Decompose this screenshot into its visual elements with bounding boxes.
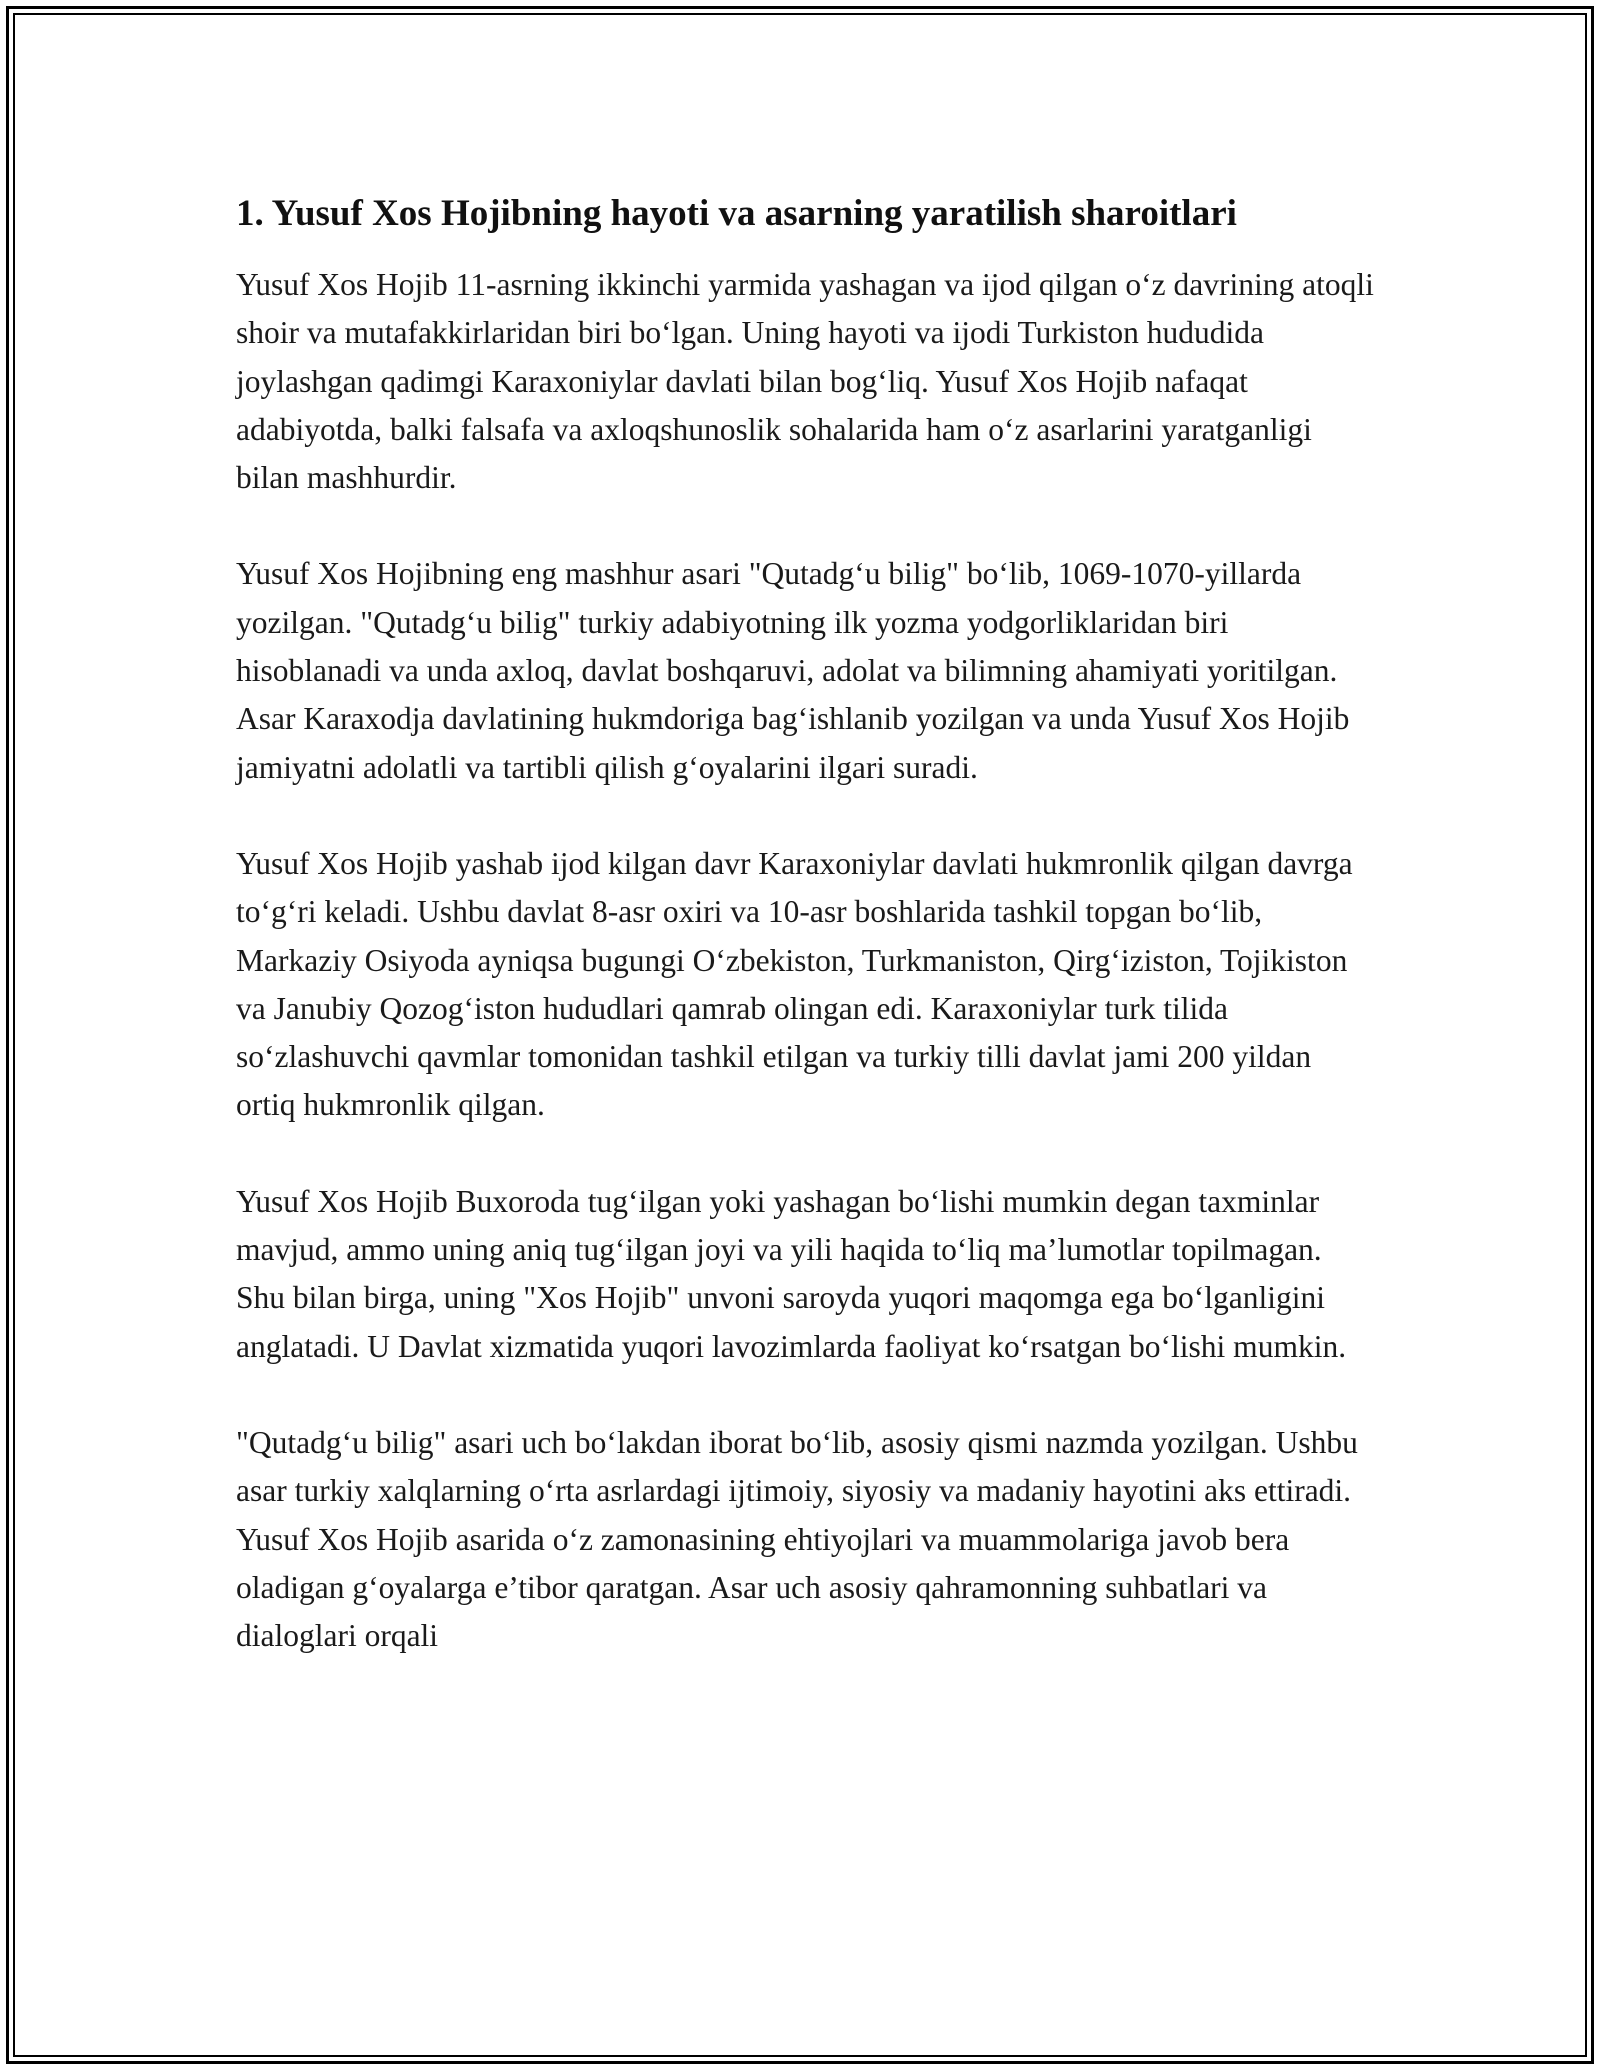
section-heading: 1. Yusuf Xos Hojibning hayoti va asarning yaratilish sharoitlari: [236, 193, 1237, 234]
paragraph-5: "Qutadg‘u bilig" asari uch bo‘lakdan iborat bo‘lib, asosiy qismi nazmda yozilgan. Ushbu asar turkiy xalqlarning o‘rta asrlardagi ijtimoiy, siyosiy va madaniy hayotini aks ettiradi. Yusuf Xos Hojib asarida o‘z zamonasining ehtiyojlari va muammolariga javob bera oladigan g‘oyalarga e’tibor qaratgan. Asar uch asosiy qahramonning suhbatlari va dialoglari orqali: [236, 1424, 1358, 1654]
paragraph-2: Yusuf Xos Hojibning eng mashhur asari "Qutadg‘u bilig" bo‘lib, 1069-1070-yillarda yozilgan. "Qutadg‘u bilig" turkiy adabiyotning ilk yozma yodgorliklaridan biri hisoblanadi va unda axloq, davlat boshqaruvi, adolat va bilimning ahamiyati yoritilgan. Asar Karaxodja davlatining hukmdoriga bag‘ishlanib yozilgan va unda Yusuf Xos Hojib jamiyatni adolatli va tartibli qilish g‘oyalarini ilgari suradi.: [236, 556, 1350, 785]
paragraph-3: Yusuf Xos Hojib yashab ijod kilgan davr Karaxoniylar davlati hukmronlik qilgan davrga to‘g‘ri keladi. Ushbu davlat 8-asr oxiri va 10-asr boshlarida tashkil topgan bo‘lib, Markaziy Osiyoda ayniqsa bugungi O‘zbekiston, Turkmaniston, Qirg‘iziston, Tojikiston va Janubiy Qozog‘iston hududlari qamrab olingan edi. Karaxoniylar turk tilida so‘zlashuvchi qavmlar tomonidan tashkil etilgan va turkiy tilli davlat jami 200 yildan ortiq hukmronlik qilgan.: [236, 845, 1353, 1123]
paragraph-4: Yusuf Xos Hojib Buxoroda tug‘ilgan yoki yashagan bo‘lishi mumkin degan taxminlar mavjud, ammo uning aniq tug‘ilgan joyi va yili haqida to‘liq ma’lumotlar topilmagan. Shu bilan birga, uning "Xos Hojib" unvoni saroyda yuqori maqomga ega bo‘lganligini anglatadi. U Davlat xizmatida yuqori lavozimlarda faoliyat ko‘rsatgan bo‘lishi mumkin.: [236, 1183, 1347, 1364]
document-body: [236, 186, 1376, 1708]
paragraph-1: Yusuf Xos Hojib 11-asrning ikkinchi yarmida yashagan va ijod qilgan o‘z davrining atoqli shoir va mutafakkirlaridan biri bo‘lgan. Uning hayoti va ijodi Turkiston hududida joylashgan qadimgi Karaxoniylar davlati bilan bog‘liq. Yusuf Xos Hojib nafaqat adabiyotda, balki falsafa va axloqshunoslik sohalarida ham o‘z asarlarini yaratganligi bilan mashhurdir.: [236, 267, 1374, 496]
